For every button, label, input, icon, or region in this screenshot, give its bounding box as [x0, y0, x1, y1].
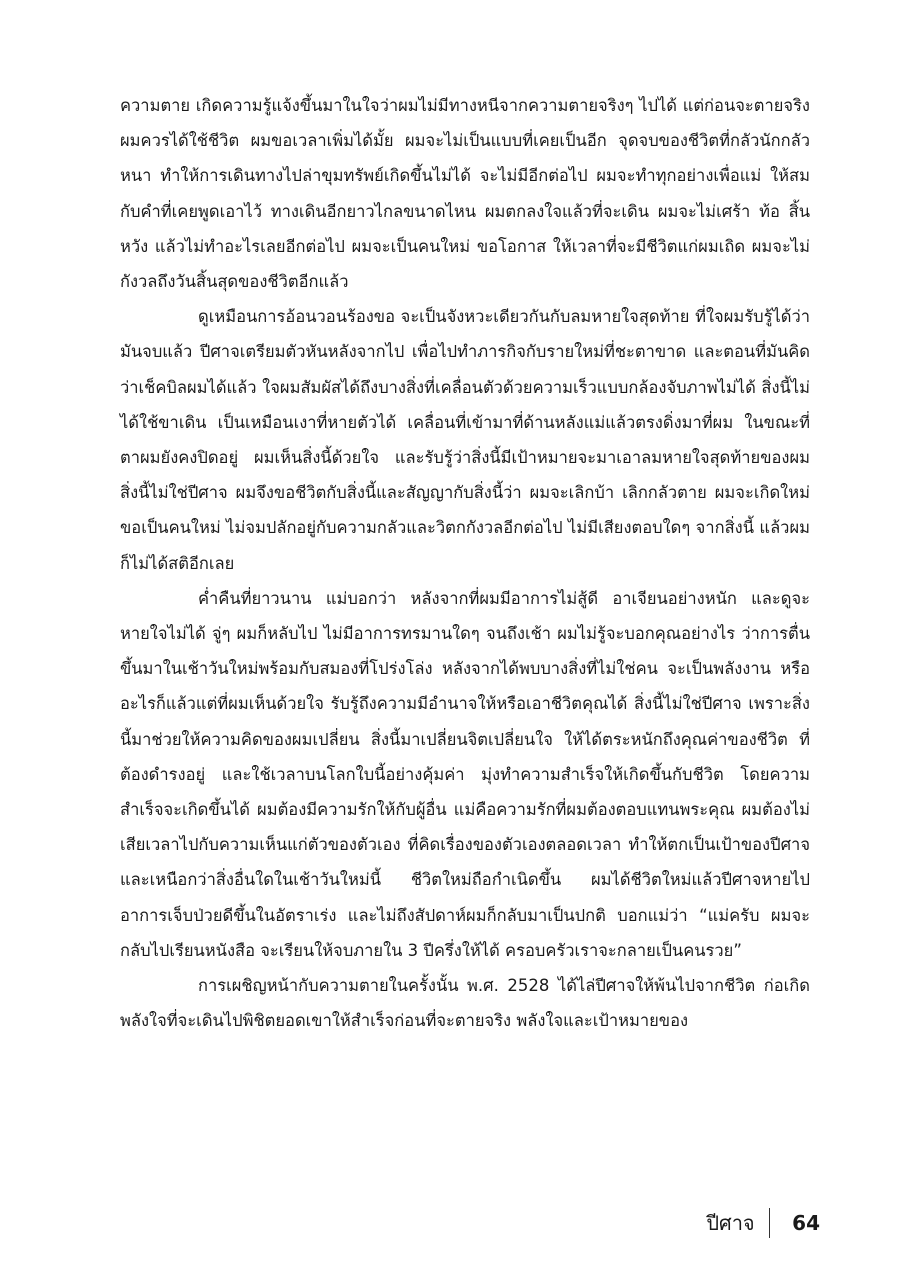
paragraph-4: การเผชิญหน้ากับความตายในครั้งนั้น พ.ศ. 2528 ได้ไล่ปีศาจให้พ้นไปจากชีวิต ก่อเกิดพลังใจที่จะเดินไปพิชิตยอดเขาให้สำเร็จก่อนที่จะตายจริง พลังใจและเป้าหมายของ [120, 976, 810, 1031]
paragraph-1: ความตาย เกิดความรู้แจ้งขึ้นมาในใจว่าผมไม่มีทางหนีจากความตายจริงๆ ไปได้ แต่ก่อนจะตายจริง ผมควรได้ใช้ชีวิต ผมขอเวลาเพิ่มได้มั้ย ผมจะไม่เป็นแบบที่เคยเป็นอีก จุดจบของชีวิตที่กลัวนักกลัวหนา ทำให้การเดินทางไปล่าขุมทรัพย์เกิดขึ้นไม่ได้ จะไม่มีอีกต่อไป ผมจะทำทุกอย่างเพื่อแม่ ให้สมกับคำที่เคยพูดเอาไว้ ทางเดินอีกยาวไกลขนาดไหน ผมตกลงใจแล้วที่จะเดิน ผมจะไม่เศร้า ท้อ สิ้นหวัง แล้วไม่ทำอะไรเลยอีกต่อไป ผมจะเป็นคนใหม่ ขอโอกาส ให้เวลาที่จะมีชีวิตแก่ผมเถิด ผมจะไม่กังวลถึงวันสิ้นสุดของชีวิตอีกแล้ว [120, 96, 810, 292]
paragraph-2: ดูเหมือนการอ้อนวอนร้องขอ จะเป็นจังหวะเดียวกันกับลมหายใจสุดท้าย ที่ใจผมรับรู้ได้ว่ามันจบแล้ว ปีศาจเตรียมตัวหันหลังจากไป เพื่อไปทำภารกิจกับรายใหม่ที่ชะตาขาด และตอนที่มันคิดว่าเช็คบิลผมได้แล้ว ใจผมสัมผัสได้ถึงบางสิ่งที่เคลื่อนตัวด้วยความเร็วแบบกล้องจับภาพไม่ได้ สิ่งนี้ไม่ได้ใช้ขาเดิน เป็นเหมือนเงาที่หายตัวได้ เคลื่อนที่เข้ามาที่ด้านหลังแม่แล้วตรงดิ่งมาที่ผม ในขณะที่ตาผมยังคงปิดอยู่ ผมเห็นสิ่งนี้ด้วยใจ และรับรู้ว่าสิ่งนี้มีเป้าหมายจะมาเอาลมหายใจสุดท้ายของผม สิ่งนี้ไม่ใช่ปีศาจ ผมจึงขอชีวิตกับสิ่งนี้และสัญญากับสิ่งนี้ว่า ผมจะเลิกบ้า เลิกกลัวตาย ผมจะเกิดใหม่ ขอเป็นคนใหม่ ไม่จมปลักอยู่กับความกลัวและวิตกกังวลอีกต่อไป ไม่มีเสียงตอบใดๆ จากสิ่งนี้ แล้วผมก็ไม่ได้สติอีกเลย [120, 307, 810, 573]
paragraph-3: ค่ำคืนที่ยาวนาน แม่บอกว่า หลังจากที่ผมมีอาการไม่สู้ดี อาเจียนอย่างหนัก และดูจะหายใจไม่ได้ จู่ๆ ผมก็หลับไป ไม่มีอาการทรมานใดๆ จนถึงเช้า ผมไม่รู้จะบอกคุณอย่างไร ว่าการตื่นขึ้นมาในเช้าวันใหม่พร้อมกับสมองที่โปร่งโล่ง หลังจากได้พบบางสิ่งที่ไม่ใช่คน จะเป็นพลังงาน หรืออะไรก็แล้วแต่ที่ผมเห็นด้วยใจ รับรู้ถึงความมีอำนาจให้หรือเอาชีวิตคุณได้ สิ่งนี้ไม่ใช่ปีศาจ เพราะสิ่งนี้มาช่วยให้ความคิดของผมเปลี่ยน สิ่งนี้มาเปลี่ยนจิตเปลี่ยนใจ ให้ได้ตระหนักถึงคุณค่าของชีวิต ที่ต้องดำรงอยู่ และใช้เวลาบนโลกใบนี้อย่างคุ้มค่า มุ่งทำความสำเร็จให้เกิดขึ้นกับชีวิต โดยความสำเร็จจะเกิดขึ้นได้ ผมต้องมีความรักให้กับผู้อื่น แม่คือความรักที่ผมต้องตอบแทนพระคุณ ผมต้องไม่เสียเวลาไปกับความเห็นแก่ตัวของตัวเอง ที่คิดเรื่องของตัวเองตลอดเวลา ทำให้ตกเป็นเป้าของปีศาจ และเหนือกว่าสิ่งอื่นใดในเช้าวันใหม่นี้ ชีวิตใหม่ถือกำเนิดขึ้น ผมได้ชีวิตใหม่แล้วปีศาจหายไป อาการเจ็บป่วยดีขึ้นในอัตราเร่ง และไม่ถึงสัปดาห์ผมก็กลับมาเป็นปกติ บอกแม่ว่า “แม่ครับ ผมจะกลับไปเรียนหนังสือ จะเรียนให้จบภายใน 3 ปีครึ่งให้ได้ ครอบครัวเราจะกลายเป็นคนรวย” [120, 588, 810, 960]
body-text [120, 88, 810, 1038]
page-number: 64 [792, 1211, 820, 1235]
running-title: ปีศาจ [706, 1211, 755, 1235]
page-footer [706, 1203, 820, 1243]
